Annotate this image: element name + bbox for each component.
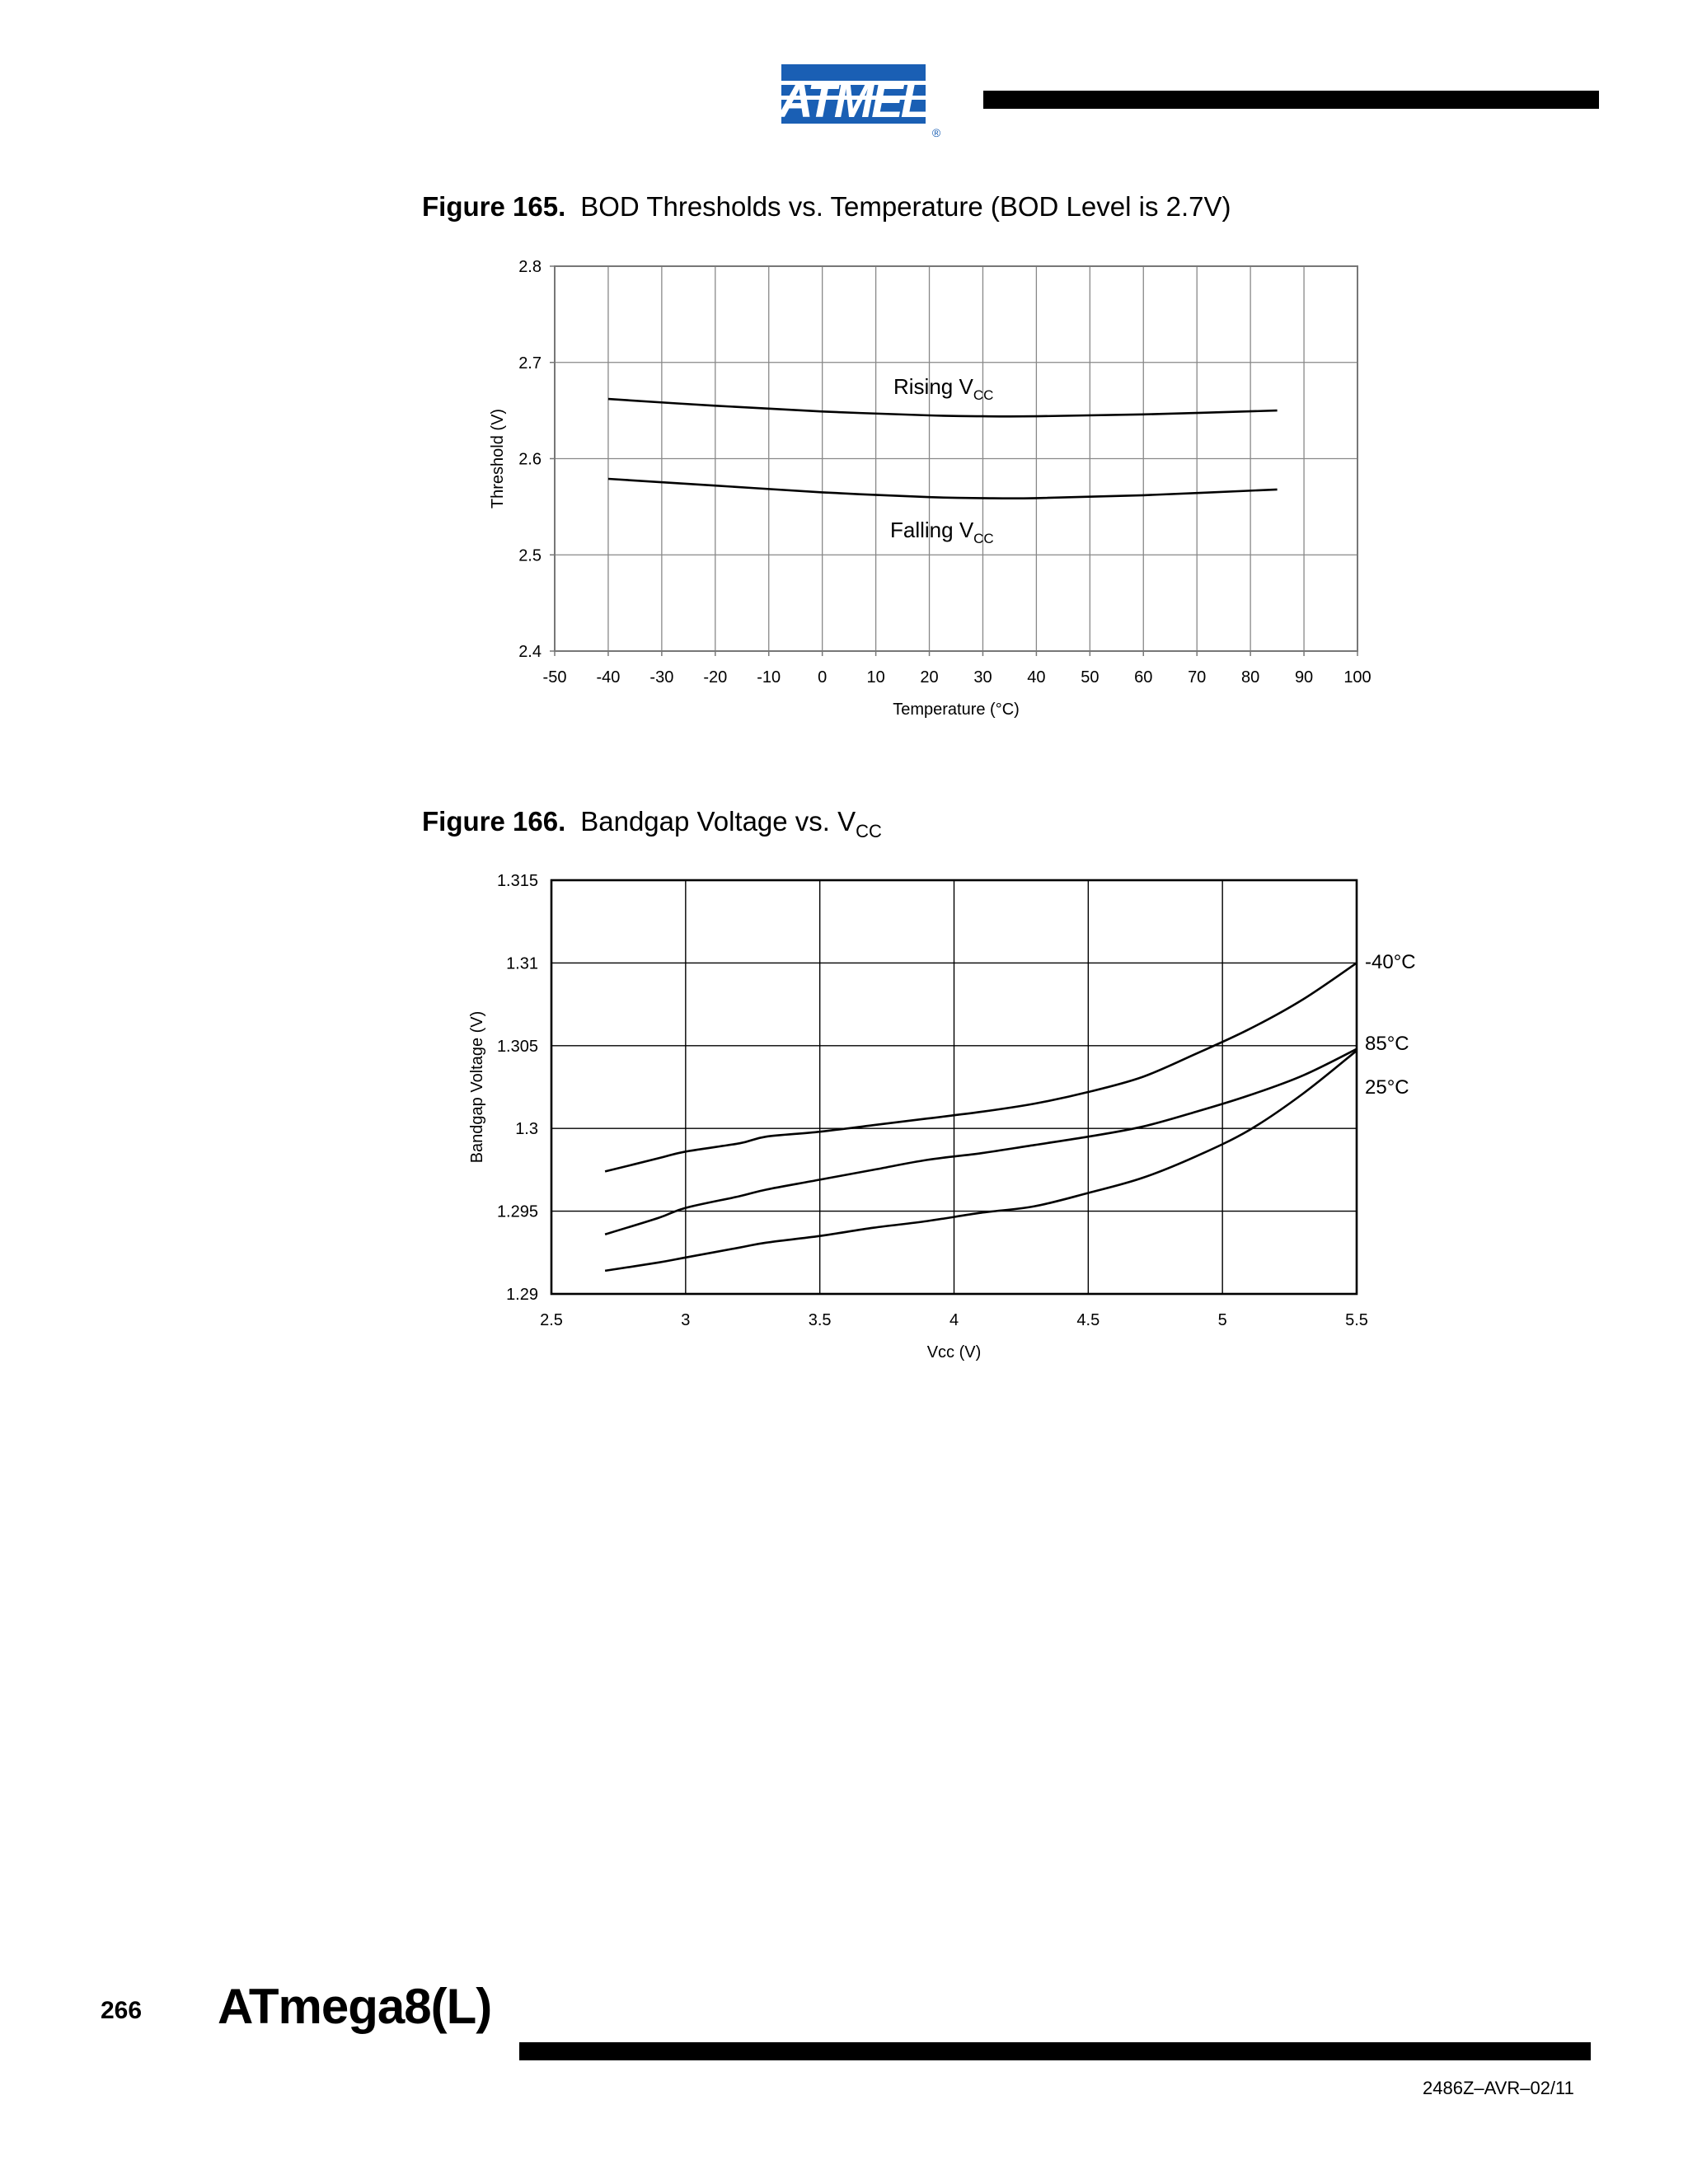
minus40c-label: -40°C: [1365, 951, 1416, 973]
y-tick-label: 1.3: [515, 1120, 538, 1139]
rising-vcc-label: Rising $V_{CC}$: [893, 374, 994, 403]
figure-165-title: [422, 191, 1231, 223]
x-tick-label: -20: [703, 668, 728, 687]
85c-label: 85°C: [1365, 1033, 1409, 1055]
y-tick-label: 1.305: [496, 1037, 538, 1056]
x-tick-label: 3: [681, 1311, 691, 1329]
bandgap-voltage-chart: [0, 857, 1688, 1385]
y-tick-label: 1.315: [496, 872, 538, 890]
y-tick-label: 1.31: [506, 954, 538, 973]
rising-vcc-line: [608, 399, 1278, 416]
x-tick-label: 70: [1188, 668, 1207, 687]
document-id: 2486Z–AVR–02/11: [1423, 2078, 1574, 2098]
x-tick-label: 4: [949, 1311, 959, 1329]
x-tick-label: 4.5: [1076, 1311, 1100, 1329]
figure-caption: Bandgap Voltage vs. V: [580, 806, 856, 837]
y-tick-label: 2.5: [518, 546, 542, 565]
figure-caption-subscript: CC: [856, 821, 882, 841]
85c-line: [605, 1049, 1357, 1235]
x-tick-label: 5.5: [1345, 1311, 1368, 1329]
x-tick-label: 10: [866, 668, 885, 687]
page-number: 266: [101, 1997, 143, 2024]
x-tick-label: 90: [1294, 668, 1314, 687]
y-tick-label: 2.8: [518, 258, 542, 276]
x-tick-label: 20: [920, 668, 939, 687]
product-name: ATmega8(L): [218, 1979, 492, 2034]
y-tick-label: 2.4: [518, 643, 542, 661]
x-tick-label: 30: [973, 668, 992, 687]
logo-text: ATMEL: [778, 74, 928, 128]
25c-line: [605, 1051, 1357, 1271]
figure-number: Figure 166.: [422, 806, 566, 837]
x-tick-label: -10: [757, 668, 781, 687]
logo-registered: ®: [931, 126, 941, 139]
bod-threshold-chart: [0, 239, 1688, 742]
x-tick-label: -30: [649, 668, 674, 687]
x-tick-label: 60: [1134, 668, 1153, 687]
25c-label: 25°C: [1365, 1076, 1409, 1099]
footer-rule: [519, 2042, 1591, 2060]
figure-166-title: [422, 806, 882, 842]
figure-number: Figure 165.: [422, 191, 566, 222]
y-axis-title: Threshold (V): [489, 408, 507, 509]
y-axis-title: Bandgap Voltage (V): [468, 1010, 486, 1164]
minus40c-line: [605, 963, 1357, 1171]
x-tick-label: 50: [1081, 668, 1100, 687]
x-axis-title: Vcc (V): [926, 1343, 982, 1361]
y-tick-label: 2.6: [518, 450, 542, 469]
x-tick-label: 100: [1343, 668, 1372, 687]
x-tick-label: -40: [596, 668, 621, 687]
x-tick-label: 2.5: [540, 1311, 563, 1329]
y-tick-label: 2.7: [518, 354, 542, 373]
y-tick-label: 1.295: [496, 1202, 538, 1221]
x-tick-label: 3.5: [808, 1311, 832, 1329]
x-tick-label: 80: [1241, 668, 1260, 687]
figure-caption: BOD Thresholds vs. Temperature (BOD Level is 2.7V): [580, 191, 1231, 222]
atmel-logo: [775, 58, 948, 140]
x-tick-label: 5: [1217, 1311, 1227, 1329]
x-tick-label: -50: [542, 668, 567, 687]
falling-vcc-label: Falling $V_{CC}$: [890, 518, 994, 546]
falling-vcc-line: [608, 479, 1278, 499]
x-tick-label: 0: [818, 668, 828, 687]
x-tick-label: 40: [1027, 668, 1046, 687]
x-axis-title: Temperature (°C): [893, 701, 1020, 719]
y-tick-label: 1.29: [506, 1286, 538, 1304]
header-rule: [983, 91, 1599, 109]
